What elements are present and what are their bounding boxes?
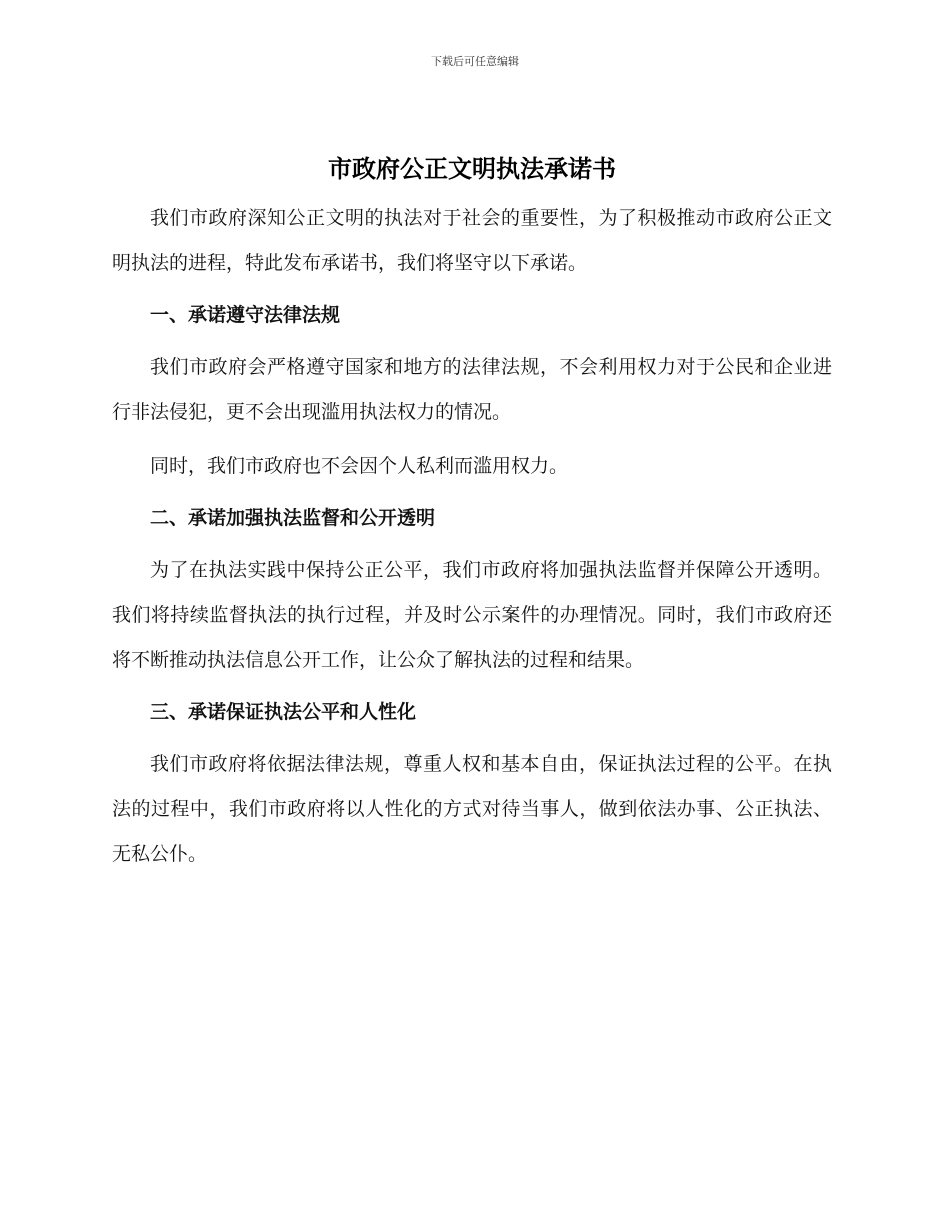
- section-1-paragraph-1: 我们市政府会严格遵守国家和地方的法律法规，不会利用权力对于公民和企业进行非法侵犯，更不会出现滥用执法权力的情况。: [112, 356, 832, 423]
- section-3-heading: 三、承诺保证执法公平和人性化: [150, 701, 417, 723]
- section-1-heading: 一、承诺遵守法律法规: [150, 304, 341, 326]
- page-header-note: 下载后可任意编辑: [431, 55, 519, 68]
- section-1-paragraph-2: 同时，我们市政府也不会因个人私利而滥用权力。: [150, 455, 569, 477]
- section-3-paragraph-1: 我们市政府将依据法律法规，尊重人权和基本自由，保证执法过程的公平。在执法的过程中，我们市政府将以人性化的方式对待当事人，做到依法办事、公正执法、无私公仆。: [112, 753, 832, 865]
- paragraph-spacer: [112, 435, 832, 444]
- section-2-heading: 二、承诺加强执法监督和公开透明: [150, 507, 436, 529]
- intro-paragraph: 我们市政府深知公正文明的执法对于社会的重要性，为了积极推动市政府公正文明执法的进程，特此发布承诺书，我们将坚守以下承诺。: [112, 207, 832, 274]
- document-body: [112, 150, 832, 877]
- section-2-paragraph-1: 为了在执法实践中保持公正公平，我们市政府将加强执法监督并保障公开透明。我们将持续监督执法的执行过程，并及时公示案件的办理情况。同时，我们市政府还将不断推动执法信息公开工作，让公众了解执法的过程和结果。: [112, 559, 832, 671]
- document-title: 市政府公正文明执法承诺书: [328, 155, 616, 183]
